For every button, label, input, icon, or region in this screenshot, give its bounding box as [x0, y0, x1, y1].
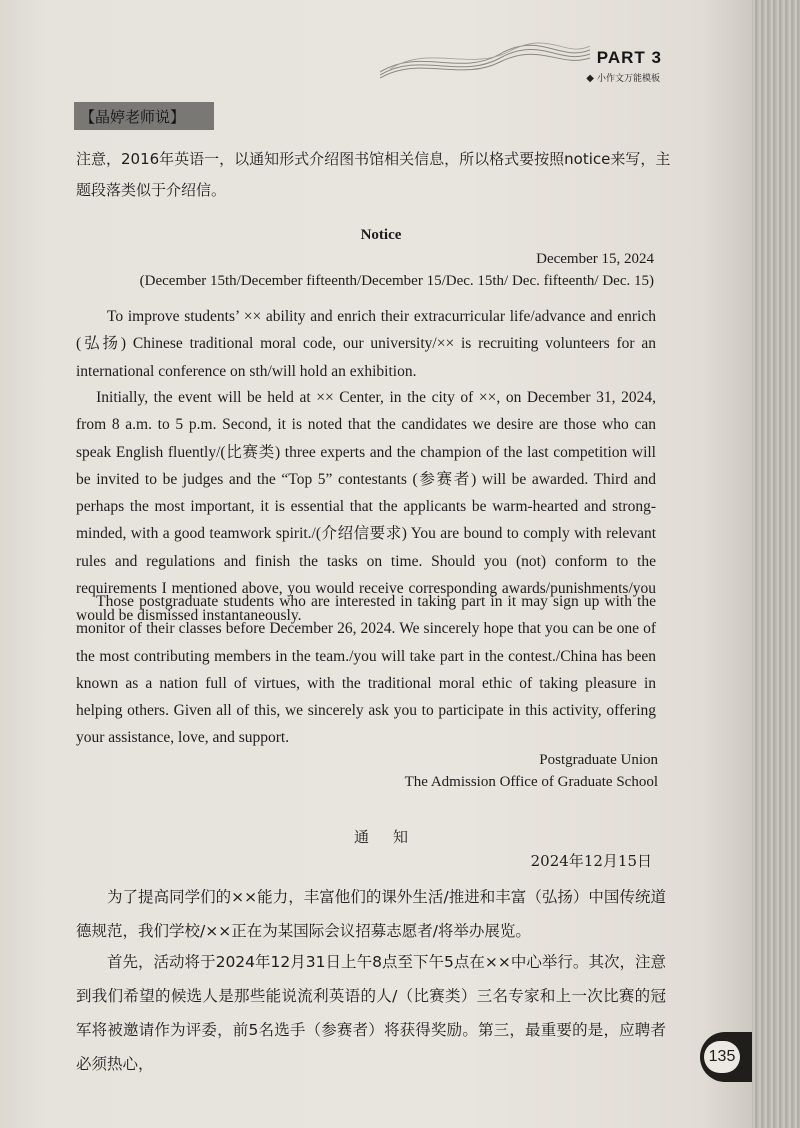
- notice-title: Notice: [360, 227, 402, 243]
- notice-date-alternatives: (December 15th/December fifteenth/December 15/Dec. 15th/ Dec. fifteenth/ Dec. 15): [139, 273, 654, 289]
- part-label: PART 3: [596, 48, 662, 67]
- signature-line-2: The Admission Office of Graduate School: [404, 774, 658, 790]
- signature-line-1: Postgraduate Union: [539, 752, 658, 768]
- page-stack-edge: [752, 0, 800, 1128]
- chinese-date: 2024年12月15日: [530, 852, 652, 870]
- teacher-tag-label: 【晶婷老师说】: [80, 108, 186, 126]
- notice-paragraph-2: Initially, the event will be held at ×× Center, in the city of ××, on December 31, 2024, from 8 a.m. to 5 p.m. Second, it is noted that the candidates we desire are those who can speak English fluently/(比赛类) three experts and the champion of the last competition will be invited to be judges and the “Top 5” contestants (参赛者) will be awarded. Third and perhaps the most important, it is essential that the applicants be warm-hearted and strong-minded, with a good teamwork spirit./(介绍信要求) You are bound to comply with relevant rules and regulations and finish the tasks on time. Should you (not) conform to the requirements I mentioned above, you would receive corresponding awards/punishments/you would be dismissed instantaneously.: [76, 389, 656, 625]
- chinese-paragraph-1: 为了提高同学们的××能力，丰富他们的课外生活/推进和丰富（弘扬）中国传统道德规范，我们学校/××正在为某国际会议招募志愿者/将举办展览。: [76, 888, 666, 940]
- notice-paragraph-3: Those postgraduate students who are interested in taking part in it may sign up with the monitor of their classes before December 26, 2024. We sincerely hope that you can be one of the most contributing members in the team./you will take part in the contest./China has been known as a nation full of virtues, with the traditional moral ethic of taking pleasure in helping others. Given all of this, we sincerely ask you to participate in this activity, offering your assistance, love, and support.: [76, 593, 656, 747]
- notice-paragraph-1: To improve students’ ×× ability and enrich their extracurricular life/advance and enrich (弘扬) Chinese traditional moral code, our university/×× is recruiting volunteers for an international conference on sth/will hold an exhibition.: [76, 308, 656, 380]
- teacher-tag: [74, 102, 214, 130]
- chinese-title: 通知: [353, 828, 432, 846]
- chinese-paragraph-2: 首先，活动将于2024年12月31日上午8点至下午5点在××中心举行。其次，注意到我们希望的候选人是那些能说流利英语的人/（比赛类）三名专家和上一次比赛的冠军将被邀请作为评委，前5名选手（参赛者）将获得奖励。第三，最重要的是，应聘者必须热心，: [76, 953, 666, 1073]
- notice-date: December 15, 2024: [536, 251, 654, 267]
- part-subtitle: [586, 71, 660, 84]
- header-wave-decoration: [380, 42, 590, 82]
- page-number: 135: [704, 1041, 740, 1073]
- intro-note: 注意，2016年英语一，以通知形式介绍图书馆相关信息，所以格式要按照notice来写，主题段落类似于介绍信。: [76, 150, 671, 199]
- diamond-icon: ◆: [586, 73, 594, 84]
- part-subtitle-text: 小作文万能模板: [596, 74, 660, 84]
